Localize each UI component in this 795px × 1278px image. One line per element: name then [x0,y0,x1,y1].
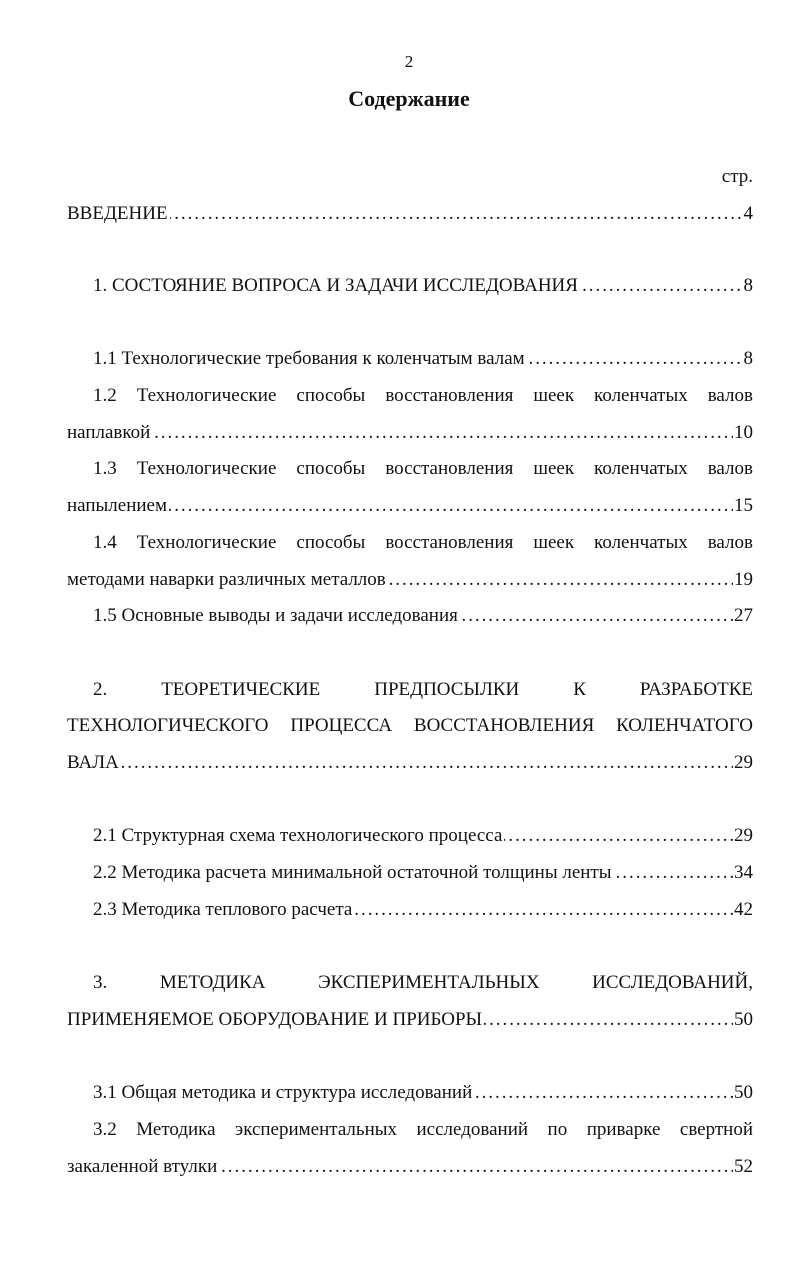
toc-entry-page: 50 [733,1007,753,1033]
toc-entry-text: ВАЛА [67,750,121,776]
toc-entry-text: 2.2 Методика расчета минимальной остаточной толщины ленты [93,860,614,886]
toc-entry-page: 15 [733,493,753,519]
toc-entry-page: 10 [733,420,753,446]
toc-entry-page: 27 [733,603,753,629]
toc-entry-text: 1.5 Основные выводы и задачи исследования [93,603,460,629]
toc-entry-ch2-line1: 2. ТЕОРЕТИЧЕСКИЕ ПРЕДПОСЫЛКИ К РАЗРАБОТКЕ [93,679,753,700]
toc-entry-text: 1.1 Технологические требования к коленчатым валам [93,346,527,372]
toc-entry-text: 2.1 Структурная схема технологического процесса [93,823,504,849]
toc-entry-page: 42 [733,897,753,923]
page-number: 2 [404,52,414,71]
toc-entry-3-2-line1: 3.2 Методика экспериментальных исследований по приварке свертной [93,1119,753,1140]
toc-entry-1-3-line1: 1.3 Технологические способы восстановления шеек коленчатых валов [93,458,753,479]
toc-entry-page: 4 [743,201,754,227]
toc-entry-1-4-line2 [67,567,753,593]
toc-entry-1-2-line1: 1.2 Технологические способы восстановления шеек коленчатых валов [93,385,753,406]
toc-entry-text: 3.1 Общая методика и структура исследований [93,1080,474,1106]
toc-entry-page: 34 [733,860,753,886]
toc-entry-text: 1. СОСТОЯНИЕ ВОПРОСА И ЗАДАЧИ ИССЛЕДОВАНИЯ [93,273,580,299]
toc-entry-text: наплавкой [67,420,152,446]
toc-entry-2-1 [93,823,753,849]
toc-entry-3-1 [93,1080,753,1106]
toc-entry-text: напылением [67,493,169,519]
toc-entry-ch3-line2 [67,1007,753,1033]
toc-entry-3-2-line2 [67,1154,753,1180]
toc-entry-1-5 [93,603,753,629]
toc-entry-2-2 [93,860,753,886]
toc-entry-text: закаленной втулки [67,1154,219,1180]
toc-entry-intro [67,201,753,227]
toc-entry-ch2-line3 [67,750,753,776]
page-column-label: стр. [721,166,753,187]
toc-entry-ch1 [93,273,753,299]
toc-entry-ch2-line2: ТЕХНОЛОГИЧЕСКОГО ПРОЦЕССА ВОССТАНОВЛЕНИЯ КОЛЕНЧАТОГО [67,715,753,736]
toc-entry-page: 29 [733,750,753,776]
toc-entry-page: 8 [743,346,754,372]
toc-entry-ch3-line1: 3. МЕТОДИКА ЭКСПЕРИМЕНТАЛЬНЫХ ИССЛЕДОВАНИЙ, [93,972,753,993]
toc-entry-page: 50 [733,1080,753,1106]
page-title: Содержание [348,86,470,111]
toc-entry-2-3 [93,897,753,923]
toc-entry-text: 2.3 Методика теплового расчета [93,897,354,923]
toc-entry-text: ПРИМЕНЯЕМОЕ ОБОРУДОВАНИЕ И ПРИБОРЫ [67,1007,484,1033]
toc-entry-1-3-line2 [67,493,753,519]
toc-entry-1-4-line1: 1.4 Технологические способы восстановления шеек коленчатых валов [93,532,753,553]
toc-entry-text: методами наварки различных металлов [67,567,388,593]
toc-entry-page: 19 [733,567,753,593]
toc-entry-1-1 [93,346,753,372]
toc-entry-page: 8 [743,273,754,299]
toc-entry-1-2-line2 [67,420,753,446]
toc-entry-text: ВВЕДЕНИЕ [67,201,170,227]
toc-entry-page: 29 [733,823,753,849]
toc-entry-page: 52 [733,1154,753,1180]
